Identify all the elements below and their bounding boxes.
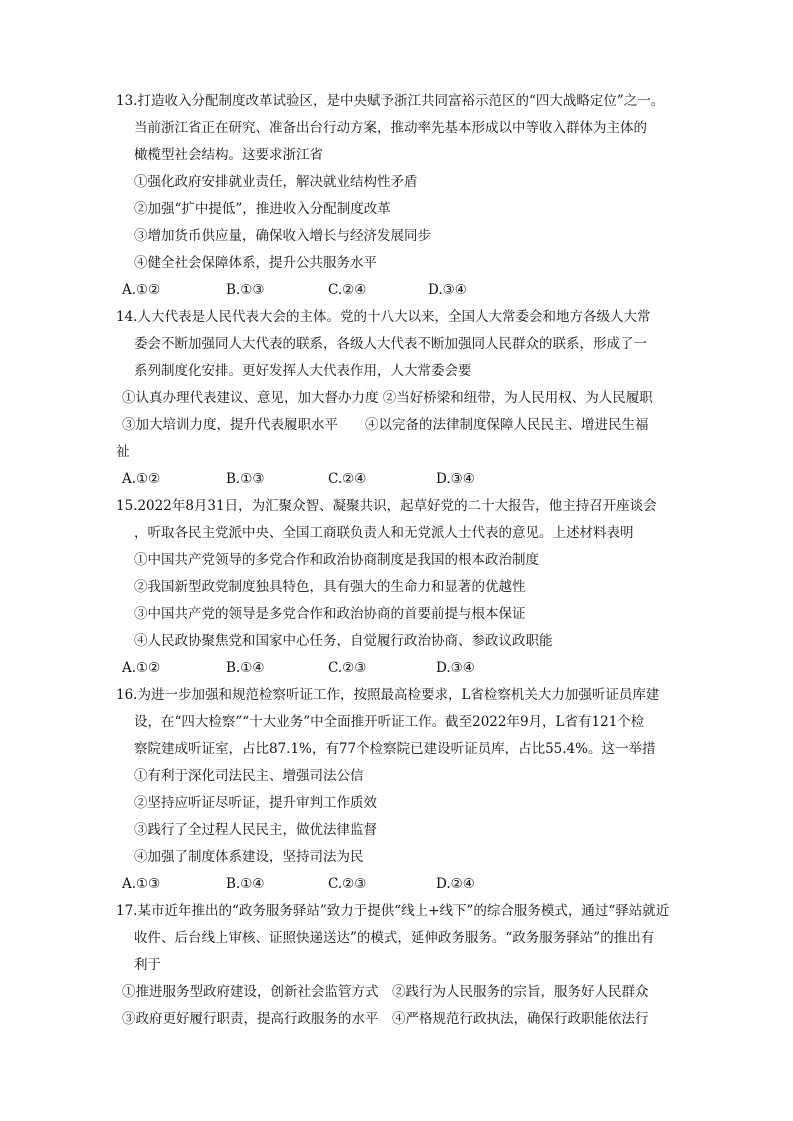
choice-c: C.②④ [328,471,367,487]
question-16-option-2: ②坚持应听证尽听证，提升审判工作质效 [134,795,377,811]
choice-b: B.①③ [226,471,265,487]
question-15-option-1: ①中国共产党领导的多党合作和政治协商制度是我国的根本政治制度 [134,552,539,568]
question-16-line-2: 设，在“四大检察”“十大业务”中全面推开听证工作。截至2022年9月，L省有121个检 [134,714,645,730]
question-16-line-1: 16.为进一步加强和规范检察听证工作，按照最高检要求，L省检察机关大力加强听证员库建 [116,687,660,703]
question-13-option-4: ④健全社会保障体系，提升公共服务水平 [134,255,377,271]
question-15-choices [122,658,682,678]
question-14-option-line-2: ③加大培训力度，提升代表履职水平 ④以完备的法律制度保障人民民主、增进民生福 [122,417,649,433]
choice-a: A.①② [122,282,161,298]
question-14-choices [122,469,682,489]
question-14-line-3: 系列制度化安排。更好发挥人大代表作用，人大常委会要 [134,363,472,379]
choice-c: C.②③ [328,660,367,676]
question-16-option-4: ④加强了制度体系建设，坚持司法为民 [134,849,364,865]
choice-c: C.②④ [328,282,367,298]
question-15-line-2: ，听取各民主党派中央、全国工商联负责人和无党派人士代表的意见。上述材料表明 [134,525,634,541]
question-13-option-3: ③增加货币供应量，确保收入增长与经济发展同步 [134,228,431,244]
choice-a: A.①② [122,471,161,487]
question-17-line-1: 17.某市近年推出的“政务服务驿站”致力于提供“线上+线下”的综合服务模式，通过“驿站就近 [116,903,670,919]
question-13-option-2: ②加强“扩中提低”，推进收入分配制度改革 [134,201,391,217]
choice-d: D.③④ [428,282,467,298]
question-15-line-1: 15.2022年8月31日，为汇聚众智、凝聚共识，起草好党的二十大报告，他主持召开座谈会 [116,498,657,514]
question-16-line-3: 察院建成听证室，占比87.1%，有77个检察院已建设听证员库，占比55.4%。这一举措 [134,741,656,757]
question-17-option-line-1: ①推进服务型政府建设，创新社会监管方式 ②践行为人民服务的宗旨，服务好人民群众 [122,984,649,1000]
question-17-line-2: 收件、后台线上审核、证照快递送达”的模式，延伸政务服务。“政务服务驿站”的推出有 [134,930,655,946]
choice-d: D.③④ [436,660,475,676]
choice-d: D.②④ [436,876,475,892]
question-13-line-2: 当前浙江省正在研究、准备出台行动方案，推动率先基本形成以中等收入群体为主体的 [134,120,647,136]
question-14-line-2: 委会不断加强同人大代表的联系，各级人大代表不断加强同人民群众的联系，形成了一 [134,336,647,352]
choice-b: B.①④ [226,660,265,676]
question-13-choices [122,280,682,300]
question-14-option-line-1: ①认真办理代表建议、意见，加大督办力度 ②当好桥梁和纽带，为人民用权、为人民履职 [122,390,653,406]
question-15-option-3: ③中国共产党的领导是多党合作和政治协商的首要前提与根本保证 [134,606,526,622]
question-13-line-1: 13.打造收入分配制度改革试验区，是中央赋予浙江共同富裕示范区的“四大战略定位”之一。 [116,93,665,109]
question-16-choices [122,874,682,894]
question-15-option-4: ④人民政协聚焦党和国家中心任务，自觉履行政治协商、参政议政职能 [134,633,553,649]
question-17-line-3: 利于 [134,957,161,973]
question-16-option-1: ①有利于深化司法民主、增强司法公信 [134,768,364,784]
choice-a: A.①② [122,660,161,676]
choice-b: B.①④ [226,876,265,892]
choice-b: B.①③ [226,282,265,298]
question-13-line-3: 橄榄型社会结构。这要求浙江省 [134,147,323,163]
choice-d: D.③④ [436,471,475,487]
question-14-option-line-3: 祉 [116,444,130,460]
choice-c: C.②③ [328,876,367,892]
question-14-line-1: 14.人大代表是人民代表大会的主体。党的十八大以来，全国人大常委会和地方各级人大常 [116,309,651,325]
choice-a: A.①③ [122,876,161,892]
question-16-option-3: ③践行了全过程人民民主，做优法律监督 [134,822,377,838]
question-13-option-1: ①强化政府安排就业责任，解决就业结构性矛盾 [134,174,418,190]
question-15-option-2: ②我国新型政党制度独具特色，具有强大的生命力和显著的优越性 [134,579,526,595]
question-17-option-line-2: ③政府更好履行职责，提高行政服务的水平 ④严格规范行政执法，确保行政职能依法行 [122,1011,649,1027]
